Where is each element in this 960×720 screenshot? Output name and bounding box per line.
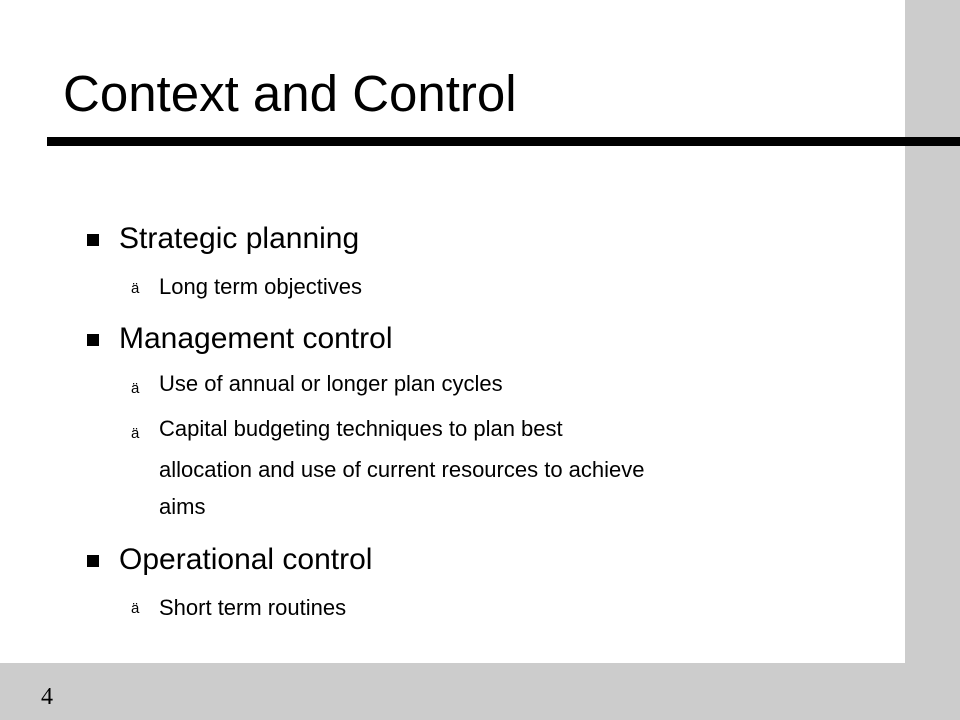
sub-bullet-short-term-routines: Short term routines: [159, 595, 347, 620]
square-bullet-icon: [87, 334, 99, 346]
sub-bullet-capital-budgeting-line-3: aims: [159, 494, 206, 519]
square-bullet-icon: [87, 234, 99, 246]
sub-bullet-capital-budgeting-line-1: Capital budgeting techniques to plan best: [159, 416, 563, 441]
sub-bullet-long-term-objectives: Long term objectives: [159, 274, 362, 299]
sub-bullet-icon: ä: [131, 380, 140, 397]
square-bullet-icon: [87, 555, 99, 567]
sub-bullet-annual-plan-cycles: Use of annual or longer plan cycles: [159, 371, 503, 396]
sub-bullet-icon: ä: [131, 425, 140, 442]
title-underline-rule: [47, 137, 960, 146]
sub-bullet-icon: ä: [131, 280, 140, 297]
slide-title: Context and Control: [63, 65, 517, 122]
bullet-strategic-planning: Strategic planning: [119, 222, 360, 255]
bottom-band: [0, 663, 960, 720]
sub-bullet-icon: ä: [131, 600, 140, 617]
bullet-operational-control: Operational control: [119, 543, 373, 576]
sub-bullet-capital-budgeting-line-2: allocation and use of current resources to achieve: [159, 457, 645, 482]
right-side-band: [905, 0, 960, 720]
bullet-management-control: Management control: [119, 322, 393, 355]
page-number: 4: [41, 684, 53, 710]
